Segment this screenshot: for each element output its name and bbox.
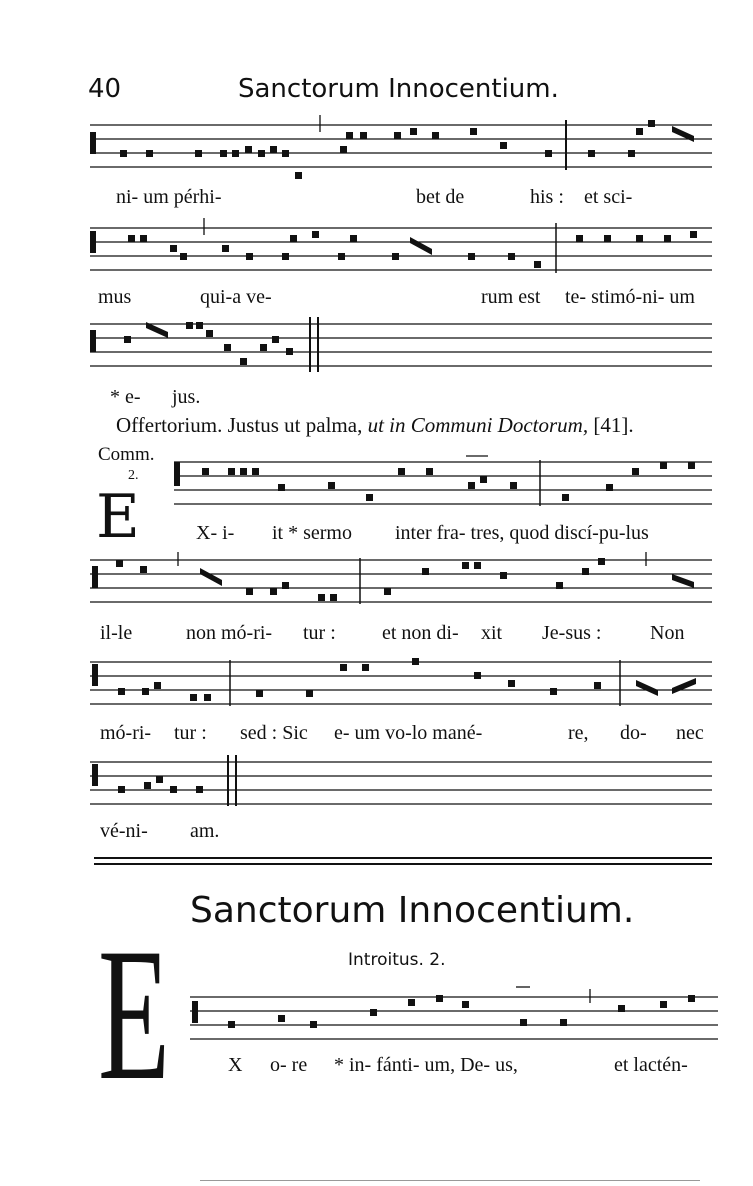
lyric-1a: ni- um pérhi-: [116, 186, 222, 208]
running-title: Sanctorum Innocentium.: [238, 74, 559, 104]
lyric-6b: tur :: [174, 722, 207, 744]
lyric-6f: do-: [620, 722, 647, 744]
lyric-4a: X- i-: [196, 522, 235, 544]
music-staff-7: [0, 750, 753, 820]
lyric-8d: et lactén-: [614, 1054, 688, 1076]
lyric-5d: et non di-: [382, 622, 459, 644]
offertory-reference: ut in Communi Doctorum,: [367, 413, 589, 437]
offertory-rubric: [116, 413, 634, 438]
lyric-6a: mó-ri-: [100, 722, 152, 744]
lyric-5b: non mó-ri-: [186, 622, 273, 644]
section-initial-e: E: [98, 910, 170, 1120]
communion-label: Comm.: [98, 444, 155, 465]
page-number: 40: [88, 74, 122, 104]
lyric-5e: xit: [481, 622, 503, 644]
lyric-6g: nec: [676, 722, 704, 744]
lyric-2a: mus: [98, 286, 132, 308]
lyric-5g: Non: [650, 622, 685, 644]
music-staff-6: [0, 650, 753, 720]
lyric-1c: his :: [530, 186, 564, 208]
introit-label: Introitus. 2.: [348, 950, 446, 970]
lyric-2d: te- stimó-ni- um: [565, 286, 695, 308]
lyric-4c: inter fra- tres, quod discí-pu-lus: [395, 522, 649, 544]
section-divider-top: [94, 857, 712, 859]
lyric-8a: X: [228, 1054, 243, 1076]
lyric-1b: bet de: [416, 186, 465, 208]
section-divider-bottom: [94, 863, 712, 865]
music-staff-3: [0, 312, 753, 382]
lyric-5a: il-le: [100, 622, 133, 644]
lyric-5f: Je-sus :: [542, 622, 602, 644]
lyric-6c: sed : Sic: [240, 722, 308, 744]
page-bottom-rule: [200, 1180, 700, 1181]
section-title: Sanctorum Innocentium.: [190, 890, 635, 931]
offertory-page: [41].: [593, 413, 634, 437]
initial-letter-e: E: [96, 482, 140, 552]
lyric-2b: qui-a ve-: [200, 286, 272, 308]
lyric-5c: tur :: [303, 622, 336, 644]
lyric-7a: vé-ni-: [100, 820, 148, 842]
lyric-3a: * e-: [110, 386, 141, 408]
music-staff-8: [0, 985, 753, 1055]
lyric-6d: e- um vo-lo mané-: [334, 722, 483, 744]
music-staff-2: [0, 213, 753, 293]
music-staff-5: [0, 548, 753, 618]
lyric-8b: o- re: [270, 1054, 308, 1076]
lyric-7b: am.: [190, 820, 220, 842]
lyric-2c: rum est: [481, 286, 541, 308]
music-staff-1: [0, 110, 753, 190]
lyric-8c: * in- fánti- um, De- us,: [334, 1054, 518, 1076]
lyric-3b: jus.: [172, 386, 201, 408]
offertory-lead: Offertorium. Justus ut palma,: [116, 413, 363, 437]
lyric-1d: et sci-: [584, 186, 633, 208]
lyric-4b: it * sermo: [272, 522, 352, 544]
communion-mode: 2.: [128, 468, 139, 483]
lyric-6e: re,: [568, 722, 589, 744]
